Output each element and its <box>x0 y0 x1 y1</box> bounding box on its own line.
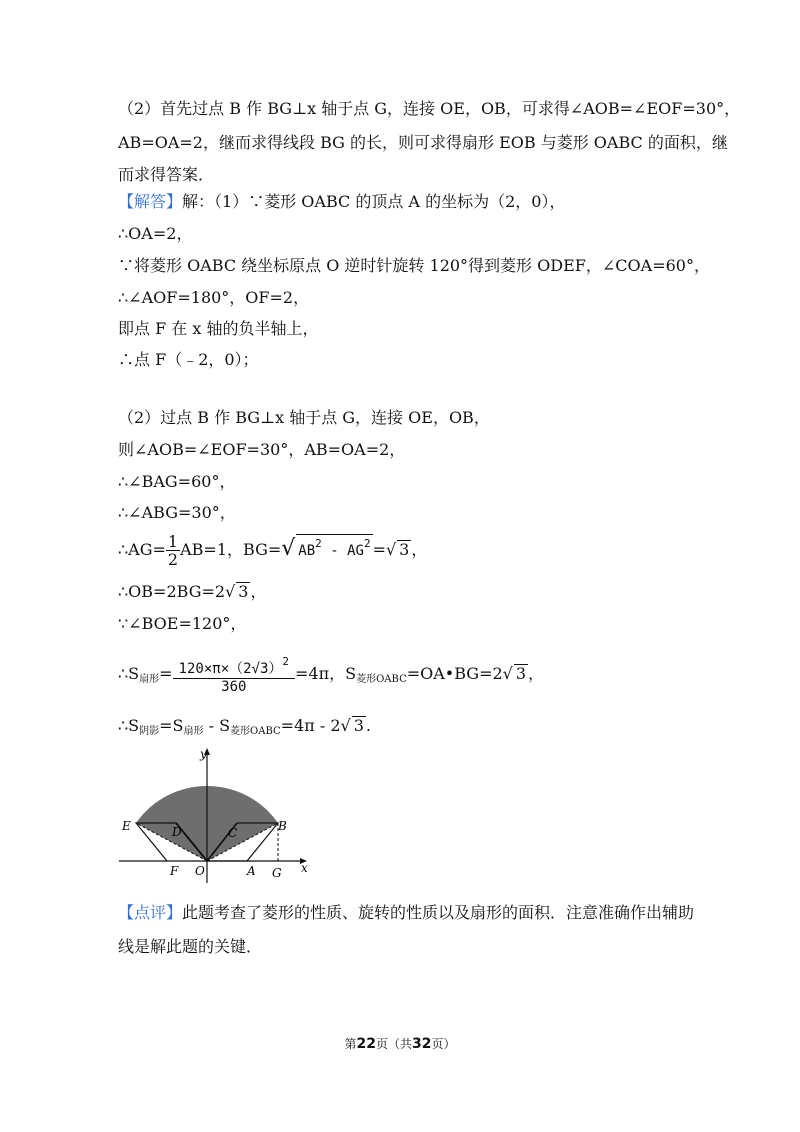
formula-ob <box>118 582 266 602</box>
formula-text: = <box>372 540 386 559</box>
exponent: 2 <box>282 655 290 668</box>
formula-text: ∴S <box>118 664 140 683</box>
radicand-text: - AG <box>321 543 364 559</box>
analysis-line: 而求得答案． <box>118 165 215 184</box>
fraction-denominator: 360 <box>221 679 247 695</box>
answer-line: 即点 F 在 x 轴的负半轴上， <box>118 319 319 338</box>
label-o: O <box>195 864 205 878</box>
answer-tag: 【解答】 <box>118 192 183 211</box>
subscript: 扇形 <box>183 726 204 737</box>
formula-text: ， <box>528 664 545 683</box>
label-y: y <box>200 748 207 761</box>
label-e: E <box>122 819 131 833</box>
page-number: 22 <box>356 1036 376 1052</box>
formula-text: =4π，S <box>295 664 357 683</box>
label-c: C <box>228 826 238 840</box>
formula-text: ， <box>411 540 428 559</box>
answer-line: ∵∠BOE=120°， <box>118 614 247 633</box>
label-d: D <box>172 825 182 839</box>
comment-line: 线是解此题的关键． <box>118 937 263 956</box>
formula-text: ， <box>250 582 267 601</box>
formula-sector-area <box>118 653 544 696</box>
fraction-numerator <box>173 653 295 679</box>
formula-text: - S <box>203 716 231 735</box>
answer-line: 则∠AOB=∠EOF=30°，AB=OA=2， <box>118 440 406 459</box>
label-g: G <box>272 866 282 880</box>
answer-line: ∴∠AOF=180°，OF=2， <box>118 288 310 307</box>
radicand: 3 <box>353 716 364 735</box>
subscript: 菱形OABC <box>230 726 281 737</box>
answer-line <box>118 192 565 212</box>
fraction-denominator: 2 <box>167 550 179 569</box>
formula-text: . <box>365 716 372 735</box>
label-a: A <box>247 864 256 878</box>
comment-line <box>118 903 694 923</box>
answer-line: ∵将菱形 OABC 绕坐标原点 O 逆时针旋转 120°得到菱形 ODEF，∠COA=60°， <box>118 256 710 275</box>
label-b: B <box>278 819 287 833</box>
answer-line: （2）过点 B 作 BG⊥x 轴于点 G，连接 OE，OB， <box>118 408 490 427</box>
radical-sign: √ <box>340 716 351 735</box>
geometry-figure <box>114 748 314 888</box>
footer-text: 页（共 <box>375 1037 412 1051</box>
footer-text: 第 <box>344 1037 357 1051</box>
formula-text: =4π - 2 <box>280 716 341 735</box>
radical-sign: √ <box>385 540 397 559</box>
fraction-half <box>166 533 180 568</box>
total-pages: 32 <box>412 1036 432 1052</box>
answer-line: ∴OA=2， <box>118 224 193 243</box>
formula-ag <box>118 533 427 568</box>
subscript: 菱形OABC <box>356 674 407 685</box>
formula-text: =OA•BG=2 <box>406 664 503 683</box>
formula-text: =S <box>159 716 184 735</box>
comment-text: 此题考查了菱形的性质、旋转的性质以及扇形的面积．注意准确作出辅助 <box>182 903 695 922</box>
radical-sign: √ <box>502 664 513 683</box>
subscript: 阴影 <box>139 726 160 737</box>
fraction-numerator: 1 <box>167 532 179 551</box>
answer-line: ∴点 F（﹣2，0）； <box>118 350 259 369</box>
radicand: 3 <box>238 582 249 601</box>
radicand-text: AB <box>298 543 316 559</box>
formula-text: ∴OB=2BG=2 <box>118 582 226 601</box>
radical-sign: √ <box>281 536 296 561</box>
formula-shaded-area <box>118 716 371 742</box>
analysis-line: （2）首先过点 B 作 BG⊥x 轴于点 G，连接 OE，OB，可求得∠AOB=∠EOF=30°， <box>118 99 741 118</box>
numerator-text: 120×π×（2√3） <box>178 661 283 677</box>
footer-text: 页） <box>431 1037 456 1051</box>
answer-text: 解：（1）∵菱形 OABC 的顶点 A 的坐标为（2，0）， <box>182 192 566 211</box>
radicand <box>296 534 372 560</box>
subscript: 扇形 <box>139 674 160 685</box>
answer-line: ∴∠BAG=60°， <box>118 472 236 491</box>
answer-line: ∴∠ABG=30°， <box>118 503 236 522</box>
label-x: x <box>301 861 308 875</box>
radicand: 3 <box>399 540 410 559</box>
formula-text: ∴S <box>118 716 140 735</box>
radicand: 3 <box>515 664 527 683</box>
page-footer <box>0 1035 800 1052</box>
exponent: 2 <box>363 537 371 550</box>
radical-sign: √ <box>225 582 236 601</box>
analysis-line: AB=OA=2，继而求得线段 BG 的长，则可求得扇形 EOB 与菱形 OABC 的面积，继 <box>118 133 728 152</box>
label-f: F <box>170 864 179 878</box>
formula-text: ∴AG= <box>118 540 166 559</box>
formula-text: AB=1，BG= <box>180 540 282 559</box>
fraction-sector <box>173 653 295 696</box>
formula-text: = <box>159 664 173 683</box>
comment-tag: 【点评】 <box>118 903 183 922</box>
exponent: 2 <box>315 537 322 550</box>
